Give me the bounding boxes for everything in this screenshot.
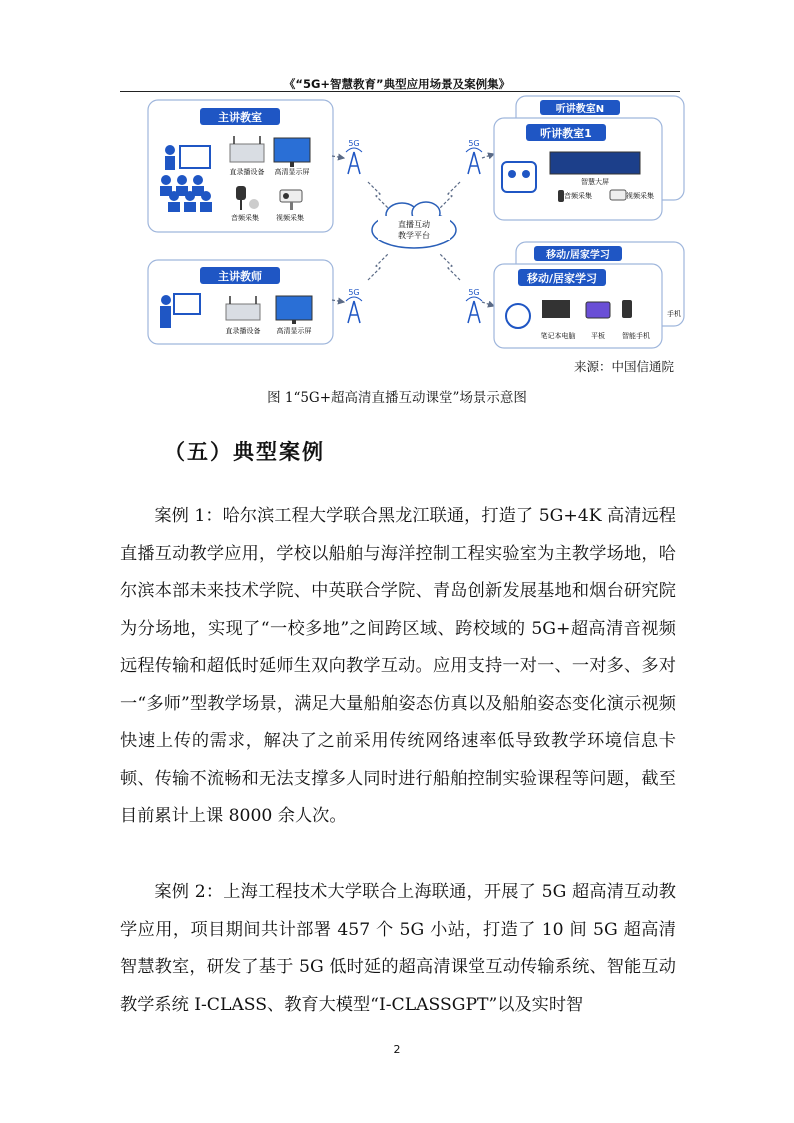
device-label: 直录播设备 <box>229 168 265 176</box>
smart-screen-icon <box>550 152 640 174</box>
laptop-icon <box>542 300 570 318</box>
cloud-label: 教学平台 <box>398 231 430 240</box>
figure-source: 来源：中国信通院 <box>573 359 674 374</box>
device-label: 视频采集 <box>276 214 304 222</box>
listening-back-title: 听讲教室N <box>555 104 605 115</box>
main-teacher-panel <box>148 260 333 344</box>
main-teacher-title: 主讲教师 <box>218 270 262 283</box>
phone-icon <box>622 300 632 318</box>
device-label: 高清显示屏 <box>276 327 312 335</box>
figure-caption: 图 1“5G+超高清直播互动课堂”场景示意图 <box>267 390 527 406</box>
device-label: 智能手机 <box>622 332 650 340</box>
cloud-platform <box>372 202 456 248</box>
tower-5g-icon <box>466 288 482 323</box>
device-label: 平板 <box>591 332 605 340</box>
tower-5g-icon <box>346 288 362 323</box>
scene-diagram <box>140 94 700 352</box>
network-label: 5G <box>468 139 480 148</box>
camera-icon <box>610 190 626 200</box>
section-heading: （五）典型案例 <box>164 439 325 464</box>
cloud-label: 直播互动 <box>398 220 430 229</box>
case-paragraph: 案例 2：上海工程技术大学联合上海联通，开展了 5G 超高清互动教学应用，项目期间共计部署 457 个 5G 小站，打造了 10 间 5G 超高清智慧教室，研发了基于 5G 低时延的超高清课堂互动传输系统、智能互动教学系统 I-CLASS、教育大模型“I-CLASSGPT”以及实时智 <box>120 882 676 1015</box>
tablet-icon <box>586 302 610 318</box>
device-label: 笔记本电脑 <box>540 332 576 340</box>
network-label: 5G <box>348 288 360 297</box>
network-label: 5G <box>348 139 360 148</box>
tower-5g-icon <box>346 139 362 174</box>
device-label: 视频采集 <box>626 192 654 200</box>
header-rule <box>120 91 680 92</box>
network-label: 5G <box>468 288 480 297</box>
main-classroom-panel <box>148 100 333 232</box>
listening-classroom-panel <box>494 96 684 220</box>
device-label: 智慧大屏 <box>581 178 609 186</box>
case-paragraph: 案例 1：哈尔滨工程大学联合黑龙江联通，打造了 5G+4K 高清远程直播互动教学应用，学校以船舶与海洋控制工程实验室为主教学场地，哈尔滨本部未来技术学院、中英联合学院、青岛创新发展基地和烟台研究院为分场地，实现了“一校多地”之间跨区域、跨校域的 5G+超高清音视频远程传输和超低时延师生双向教学互动。应用支持一对一、一对多、多对一“多师”型教学场景，满足大量船舶姿态仿真以及船舶姿态变化演示视频快速上传的需求，解决了之前采用传统网络速率低导致教学环境信息卡顿、传输不流畅和无法支撑多人同时进行船舶控制实验课程等问题，截至目前累计上课 8000 余人次。 <box>120 506 676 827</box>
device-label: 高清显示屏 <box>274 168 310 176</box>
running-header: 《“5G+智慧教育”典型应用场景及案例集》 <box>283 77 511 91</box>
main-classroom-title: 主讲教室 <box>218 111 262 124</box>
device-label: 手机 <box>667 310 681 318</box>
device-label: 音频采集 <box>564 192 592 200</box>
mobile-learning-panel <box>494 242 684 348</box>
device-label: 直录播设备 <box>225 327 261 335</box>
device-label: 音频采集 <box>231 214 259 222</box>
mobile-front-title: 移动/居家学习 <box>526 272 598 285</box>
page-number: 2 <box>393 1043 401 1056</box>
listening-front-title: 听讲教室1 <box>540 127 592 140</box>
tower-5g-icon <box>466 139 482 174</box>
display-screen-icon <box>276 296 312 324</box>
mobile-back-title: 移动/居家学习 <box>546 250 610 261</box>
